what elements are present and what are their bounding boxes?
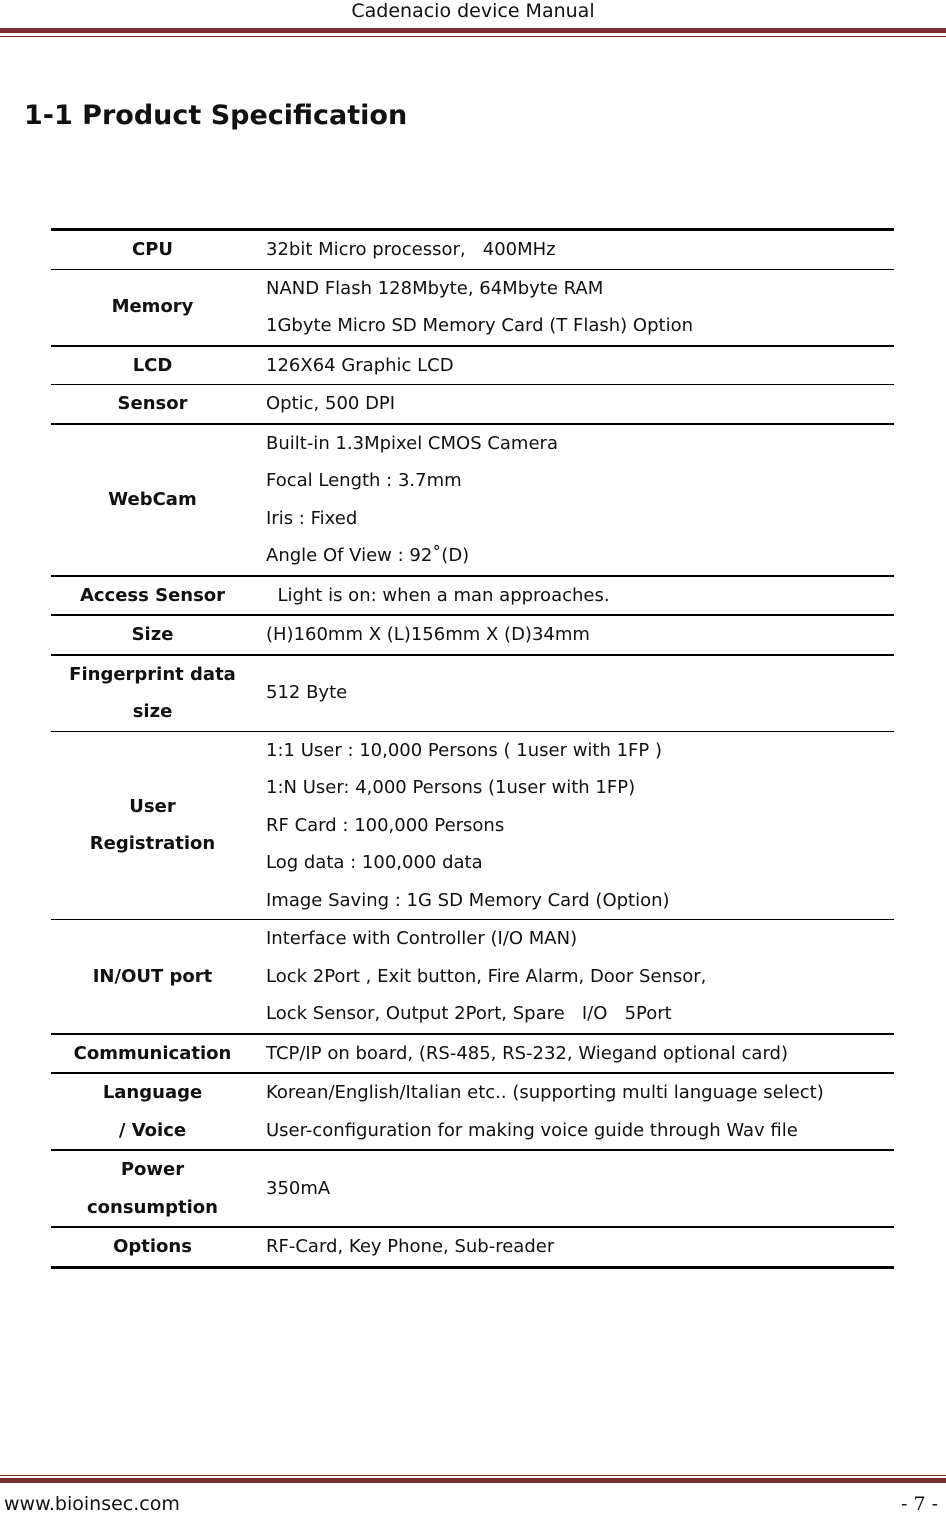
spec-value-line: Angle Of View : 92˚(D) [266,545,470,566]
spec-value-line: User-configuration for making voice guide through Wav file [266,1119,798,1141]
spec-label-line: Options [113,1236,192,1257]
spec-value-line: RF Card : 100,000 Persons [266,814,505,836]
footer-rule-thin [0,1475,946,1476]
spec-label [51,1073,254,1150]
spec-value-line: (H)160mm X (L)156mm X (D)34mm [266,624,590,645]
spec-row [51,1227,894,1267]
spec-label-line: size [132,701,173,722]
spec-value [254,655,894,732]
spec-row [51,920,894,1034]
spec-row [51,655,894,732]
spec-row [51,269,894,346]
spec-value [254,385,894,424]
spec-label-line: Fingerprint data [69,663,236,685]
spec-row [51,385,894,424]
footer-url: www.bioinsec.com [4,1493,180,1515]
spec-label [51,1034,254,1074]
spec-value-line: Lock Sensor, Output 2Port, Spare I/O 5Port [266,1003,672,1024]
spec-label-line: Size [131,624,174,645]
spec-label-line: LCD [132,354,173,376]
spec-value-line: Light is on: when a man approaches. [266,584,610,606]
spec-value-line: 512 Byte [266,682,348,704]
spec-value [254,1227,894,1267]
spec-value-line: Interface with Controller (I/O MAN) [266,928,578,949]
spec-value-line: 350mA [266,1177,331,1199]
spec-label-line: Memory [111,296,194,318]
spec-row [51,731,894,920]
spec-label [51,346,254,385]
spec-value [254,731,894,920]
spec-label-line: / Voice [118,1119,187,1141]
spec-row [51,576,894,616]
spec-label [51,230,254,270]
spec-value-line: Log data : 100,000 data [266,852,483,873]
spec-row [51,615,894,655]
spec-label-line: Power [120,1159,185,1180]
spec-label [51,731,254,920]
spec-label [51,576,254,616]
spec-value [254,920,894,1034]
spec-row [51,1034,894,1074]
spec-label [51,269,254,346]
spec-value [254,615,894,655]
spec-value [254,1150,894,1227]
spec-value-line: 1:1 User : 10,000 Persons ( 1user with 1FP ) [266,739,663,761]
spec-value [254,1073,894,1150]
spec-label-line: consumption [87,1196,218,1218]
spec-label [51,1227,254,1267]
spec-row [51,1150,894,1227]
section-title: 1-1 Product Specification [24,100,408,131]
spec-label-line: User [129,795,176,817]
spec-label-line: Language [102,1082,203,1103]
spec-label [51,615,254,655]
spec-label-line: Sensor [117,393,188,414]
spec-label [51,424,254,576]
footer-rule-thick [0,1478,946,1483]
page-number: - 7 - [900,1493,938,1515]
spec-value-line: 32bit Micro processor, 400MHz [266,239,556,260]
page-header-title: Cadenacio device Manual [351,0,595,22]
spec-value [254,424,894,576]
spec-label [51,1150,254,1227]
spec-value-line: Iris : Fixed [266,507,358,529]
spec-value-line: Korean/English/Italian etc.. (supporting multi language select) [266,1082,824,1103]
spec-value [254,346,894,385]
spec-label-line: Communication [73,1042,232,1064]
spec-value [254,576,894,616]
spec-value-line: NAND Flash 128Mbyte, 64Mbyte RAM [266,277,604,299]
spec-value [254,1034,894,1074]
spec-value [254,230,894,270]
spec-label [51,655,254,732]
spec-value-line: Focal Length : 3.7mm [266,470,462,491]
spec-value-line: 1:N User: 4,000 Persons (1user with 1FP) [266,777,636,798]
spec-label [51,385,254,424]
header-rule-thick [0,28,946,33]
spec-value-line: 126X64 Graphic LCD [266,354,454,376]
spec-label-line: Registration [89,833,216,855]
spec-label-line: CPU [131,239,174,260]
spec-value-line: Image Saving : 1G SD Memory Card (Option) [266,889,670,911]
spec-value [254,269,894,346]
spec-value-line: 1Gbyte Micro SD Memory Card (T Flash) Option [266,315,693,336]
spec-row [51,346,894,385]
spec-label-line: WebCam [108,488,197,510]
spec-table [51,228,894,1269]
spec-label-line: Access Sensor [79,584,226,606]
spec-label [51,920,254,1034]
spec-value-line: Lock 2Port , Exit button, Fire Alarm, Door Sensor, [266,965,707,987]
spec-value-line: RF-Card, Key Phone, Sub-reader [266,1236,555,1257]
spec-label-line: IN/OUT port [92,965,213,987]
spec-value-line: Built-in 1.3Mpixel CMOS Camera [266,432,558,454]
spec-row [51,424,894,576]
spec-value-line: TCP/IP on board, (RS-485, RS-232, Wiegand optional card) [266,1042,788,1064]
spec-value-line: Optic, 500 DPI [266,393,396,414]
spec-row [51,1073,894,1150]
spec-row [51,230,894,270]
header-rule-thin [0,36,946,37]
